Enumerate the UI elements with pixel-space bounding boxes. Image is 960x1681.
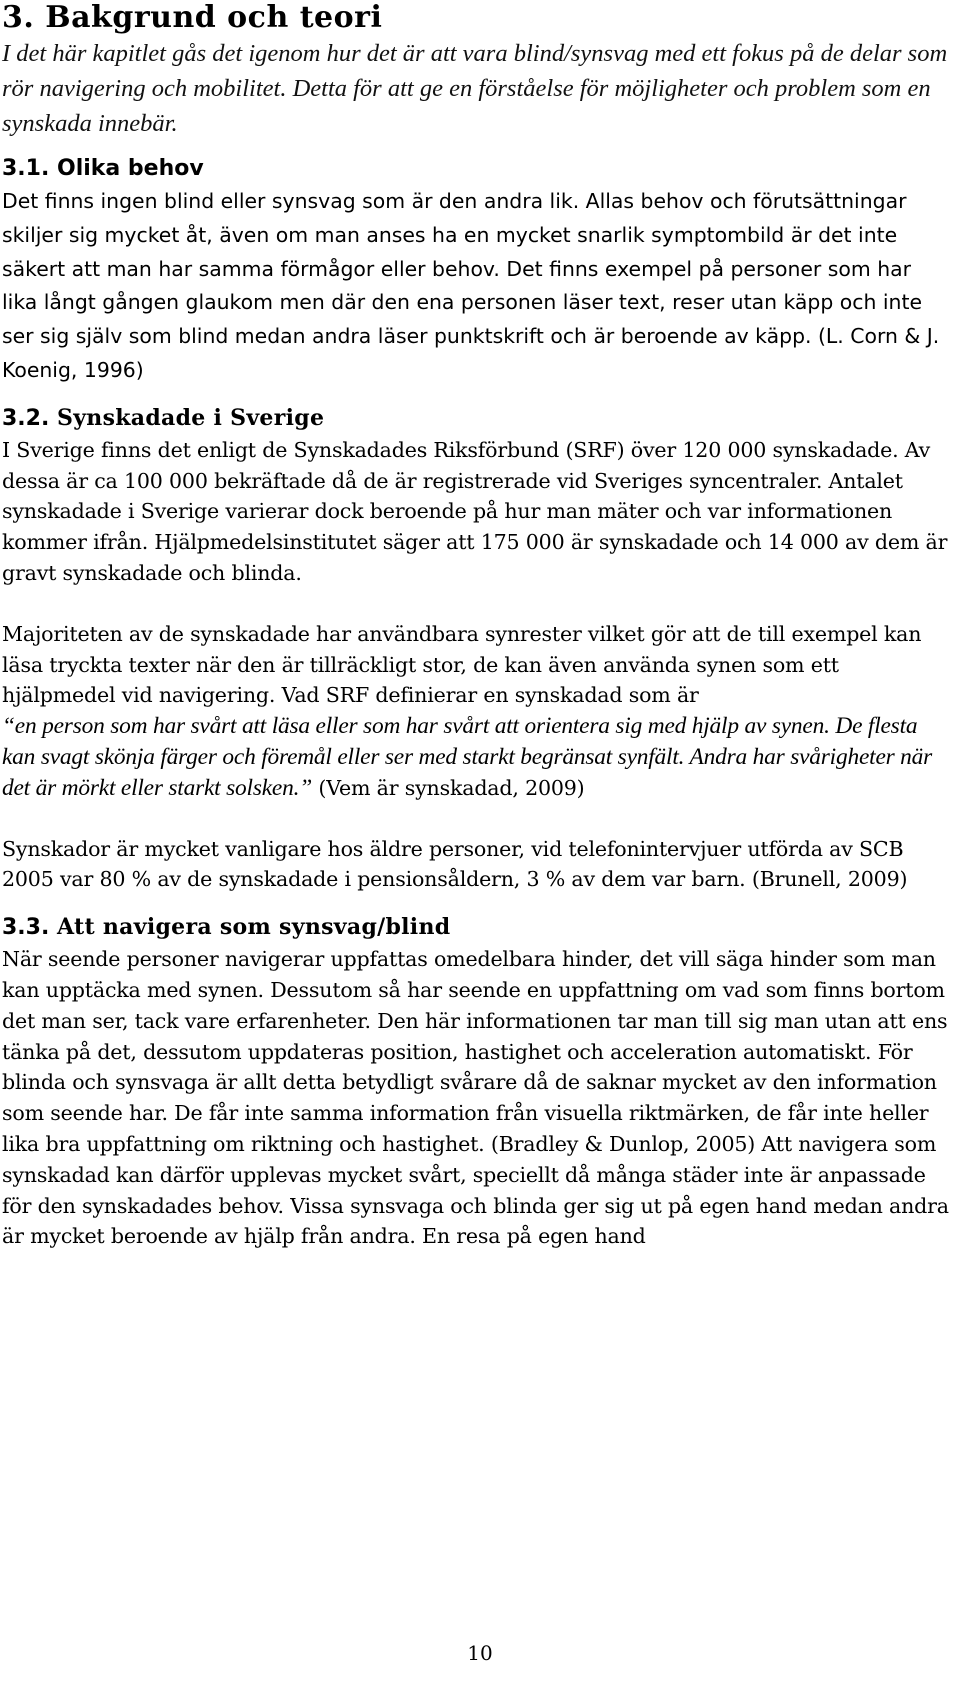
paragraph-olika-behov: Det finns ingen blind eller synsvag som är den andra lik. Allas behov och förutsättningar skiljer sig mycket åt, även om man anses ha en mycket snarlik symptombild är det inte säkert att man har samma förmågor eller behov. Det finns exempel på personer som har lika långt gången glaukom men där den ena personen läser text, reser utan käpp och inte ser sig själv som blind medan andra läser punktskrift och är beroende av käpp. (L. Corn & J. Koenig, 1996) [2,189,940,382]
paragraph-gap [2,804,952,834]
page-number: 10 [467,1641,493,1665]
page-content [2,0,952,1252]
paragraph-gap [2,589,952,619]
paragraph-age-statistics: Synskador är mycket vanligare hos äldre personer, vid telefonintervjuer utförda av SCB 2005 var 80 % av de synskadade i pensionsåldern, 3 % av dem var barn. (Brunell, 2009) [2,836,908,892]
paragraph-definition [2,619,952,804]
section-heading-olika-behov [2,153,952,185]
section-heading-att-navigera [2,911,952,944]
paragraph-srf-statistics: I Sverige finns det enligt de Synskadades Riksförbund (SRF) över 120 000 synskadade. Av dessa är ca 100 000 bekräftade då de är registrerade vid Sveriges syncentraler. Antalet synskadade i Sverige varierar dock beroende på hur man mäter och var informationen kommer ifrån. Hjälpmedelsinstitutet säger att 175 000 är synskadade och 14 000 av dem är gravt synskadade och blinda. [2,437,948,585]
section-title-text: Olika behov [57,156,204,181]
section-number: 3.1. [2,156,50,181]
section-heading-synskadade-i-sverige [2,402,952,435]
definition-lead-text: Majoriteten av de synskadade har användbara synrester vilket gör att de till exempel kan läsa tryckta texter när den är tillräckligt stor, de kan även använda synen som ett hjälpmedel vid navigering. Vad SRF definierar en synskadad som är [2,621,922,708]
section-number: 3.2. [2,405,50,431]
section-title-text: Synskadade i Sverige [57,404,325,431]
section-number: 3.3. [2,915,50,941]
chapter-title: 3. Bakgrund och teori [2,0,383,35]
paragraph-navigation: När seende personer navigerar uppfattas omedelbara hinder, det vill säga hinder som man kan upptäcka med synen. Dessutom så har seende en uppfattning om vad som finns bortom det man ser, tack vare erfarenheter. Den här informationen tar man till sig man utan att ens tänka på det, dessutom uppdateras position, hastighet och acceleration automatiskt. För blinda och synsvaga är allt detta betydligt svårare då de saknar mycket av den information som seende har. De får inte samma information från visuella riktmärken, de får inte heller lika bra uppfattning om riktning och hastighet. (Bradley & Dunlop, 2005) Att navigera som synskadad kan därför upplevas mycket svårt, speciellt då många städer inte är anpassade för den synskadades behov. Vissa synsvaga och blinda ger sig ut på egen hand medan andra är mycket beroende av hjälp från andra. En resa på egen hand [2,947,949,1249]
definition-citation: (Vem är synskadad, 2009) [312,775,585,800]
chapter-intro: I det här kapitlet gås det igenom hur det är att vara blind/synsvag med ett fokus på de delar som rör navigering och mobilitet. Detta för att ge en förståelse för möjligheter och problem som en synskada innebär. [2,40,948,137]
section-title-text: Att navigera som synsvag/blind [57,914,451,941]
definition-quote: “en person som har svårt att läsa eller som har svårt att orientera sig med hjälp av synen. De flesta kan svagt skönja färger och föremål eller ser med starkt begränsat synfält. Andra har svårigheter när det är mörkt eller starkt solsken.” [2,713,933,801]
